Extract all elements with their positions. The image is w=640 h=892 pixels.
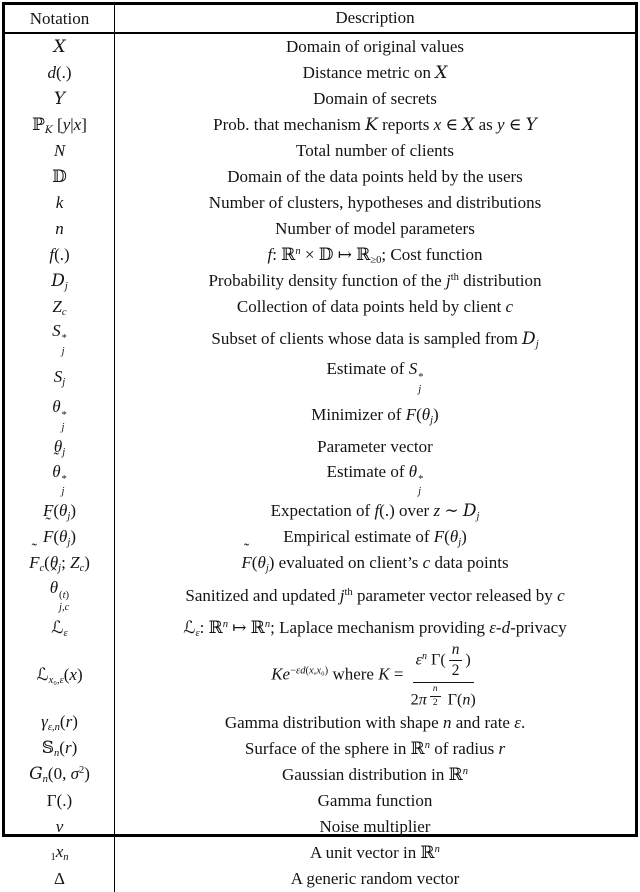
description-cell: Empirical estimate of $F(\theta_j)$ [283,527,467,549]
table-row [5,268,635,294]
description-cell: Parameter vector [317,437,433,457]
table-row [5,710,635,736]
notation-cell: ˜ θ * j [5,461,115,499]
table-row [5,216,635,242]
table-row [5,641,635,710]
table-row [5,840,635,866]
table-row [5,499,635,525]
table-row [5,190,635,216]
description-cell: Prob. that mechanism K reports x ∈ X as y ∈ Y [213,115,537,136]
table-header-row [5,5,635,34]
description-cell: Gamma function [317,790,433,810]
notation-cell: ν [5,814,115,840]
table-row [5,112,635,138]
notation-cell: Γ(.) [5,788,115,814]
description-cell: f: ℝ$^n$ × 𝔻 ↦ ℝ$_{\ge 0}$; Cost function [267,244,483,266]
notation-cell: $S_j$ [5,358,115,396]
description-cell: Gamma distribution with shape n and rate ε. [224,712,526,732]
notation-cell: N [5,138,115,164]
description-cell: Domain of the data points held by the users [227,167,523,187]
description-cell: Distance metric on X [302,63,448,84]
description-cell: Collection of data points held by client c [236,297,514,317]
description-cell: $Ke^{-\varepsilon d(x,x_0)}$ where K = $\varepsilon^n$ Γ( $\frac{n}{2}$ ) 2π $^{\frac{n}{2}}$ Γ(n) [271,640,476,709]
notation-cell: $\theta_j$ [5,435,115,461]
table-row [5,242,635,268]
notation-cell: 𝔻 [5,164,115,190]
table-row [5,60,635,86]
description-cell: ℒ$_\varepsilon$: ℝ$^n$ ↦ ℝ$^n$; Laplace mechanism providing ε-d-privacy [183,617,567,639]
description-cell: Domain of secrets [313,89,437,109]
notation-cell: $D_j$ [5,268,115,294]
notation-cell: Δ [5,866,115,892]
description-cell: Probability density function of the $j^{th}$ distribution [208,271,542,291]
notation-cell: d(.) [5,60,115,86]
table-row [5,435,635,461]
description-cell: Estimate of θ * j [326,461,424,498]
table-row [5,814,635,840]
description-cell: Total number of clients [296,141,454,161]
notation-cell: ℒ$_{x_0,\varepsilon}$(x) [5,641,115,710]
description-cell: Surface of the sphere in ℝ$^n$ of radius r [244,738,506,758]
table-row [5,358,635,396]
notation-cell: X [5,34,115,60]
table-row [5,461,635,499]
description-cell: Domain of original values [286,37,464,57]
table-body [5,34,635,892]
notation-cell: $\gamma_{\varepsilon,n}(r)$ [5,710,115,736]
notation-cell: S * j [5,320,115,358]
description-cell: A unit vector in ℝ$^n$ [310,842,440,862]
table-row [5,788,635,814]
notation-cell: $_1x_n$ [5,840,115,866]
notation-cell: ˆ θ (t) j,c [5,577,115,615]
description-cell: Gaussian distribution in ℝ$^n$ [281,764,469,784]
table-row [5,762,635,788]
description-cell: Subset of clients whose data is sampled from $D_j$ [211,328,539,350]
table-row [5,615,635,641]
table-row [5,736,635,762]
table-row [5,164,635,190]
table-row [5,320,635,358]
table-row [5,577,635,615]
table-row [5,86,635,112]
table-row [5,396,635,434]
notation-column-header: Notation [5,5,115,32]
notation-cell: ˜ $F(\theta_j)$ [5,525,115,551]
table-row [5,525,635,551]
notation-cell: ℒ$_\varepsilon$ [5,615,115,641]
description-cell: Minimizer of $F(\theta_j)$ [311,405,439,427]
description-cell: Sanitized and updated $j^{th}$ parameter vector released by c [185,585,565,605]
description-column-header: Description [335,8,415,27]
description-cell: A generic random vector [290,868,460,888]
notation-cell: θ * j [5,396,115,434]
notation-cell: f(.) [5,242,115,268]
notation-cell: 𝕊$_n$(r) [5,736,115,762]
description-cell: Noise multiplier [319,816,431,836]
table-row [5,866,635,892]
description-cell: Estimate of S * j [326,359,424,395]
description-cell: ˜ $F(\theta_j)$ evaluated on client’s c data points [115,551,635,577]
notation-cell: ˜ $F_c(\theta_j$; $Z_c$) [5,551,115,577]
description-cell: Expectation of f(.) over z ∼ $D_j$ [270,501,480,523]
notation-cell: Y [5,86,115,112]
notation-cell: n [5,216,115,242]
notation-cell: $Z_c$ [5,294,115,320]
description-cell: Number of clusters, hypotheses and distributions [208,193,542,213]
notation-cell: $G_n(0$, $\sigma^2$) [5,762,115,788]
notation-cell: $F(\theta_j)$ [5,499,115,525]
table-row [5,34,635,60]
description-cell: Number of model parameters [275,219,475,239]
notation-cell: ℙ$_K$ [y|x] [5,112,115,138]
table-row [5,138,635,164]
notation-cell: k [5,190,115,216]
table-row [5,551,635,577]
notation-table [2,2,638,888]
table-row [5,294,635,320]
